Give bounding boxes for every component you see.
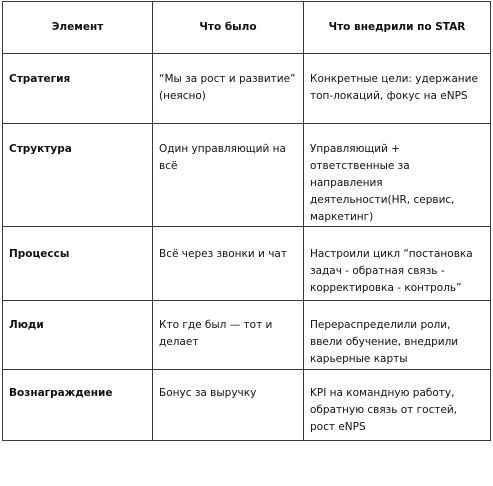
cell-after: Конкретные цели: удержание топ-локаций, фокус на eNPS [304, 54, 491, 124]
star-comparison-table [2, 1, 491, 441]
cell-element: Вознаграждение [3, 370, 153, 441]
table-body [3, 54, 491, 441]
cell-element: Структура [3, 124, 153, 227]
cell-before: Всё через звонки и чат [153, 227, 304, 301]
cell-after: KPI на командную работу, обратную связь от гостей, рост eNPS [304, 370, 491, 441]
cell-after: Настроили цикл “постановка задач - обратная связь - корректировка - контроль” [304, 227, 491, 301]
header-row [3, 2, 491, 54]
cell-before: Кто где был — тот и делает [153, 301, 304, 370]
table-header [3, 2, 491, 54]
header-after: Что внедрили по STAR [304, 2, 491, 54]
cell-before: Бонус за выручку [153, 370, 304, 441]
cell-after: Управляющий + ответственные за направления деятельности(HR, сервис, маркетинг) [304, 124, 491, 227]
cell-element: Стратегия [3, 54, 153, 124]
table-row [3, 370, 491, 441]
cell-element: Процессы [3, 227, 153, 301]
cell-before: Один управляющий на всё [153, 124, 304, 227]
cell-before: “Мы за рост и развитие” (неясно) [153, 54, 304, 124]
table-row [3, 124, 491, 227]
table-row [3, 301, 491, 370]
table-row [3, 227, 491, 301]
table-row [3, 54, 491, 124]
cell-after: Перераспределили роли, ввели обучение, внедрили карьерные карты [304, 301, 491, 370]
header-before: Что было [153, 2, 304, 54]
header-element: Элемент [3, 2, 153, 54]
cell-element: Люди [3, 301, 153, 370]
